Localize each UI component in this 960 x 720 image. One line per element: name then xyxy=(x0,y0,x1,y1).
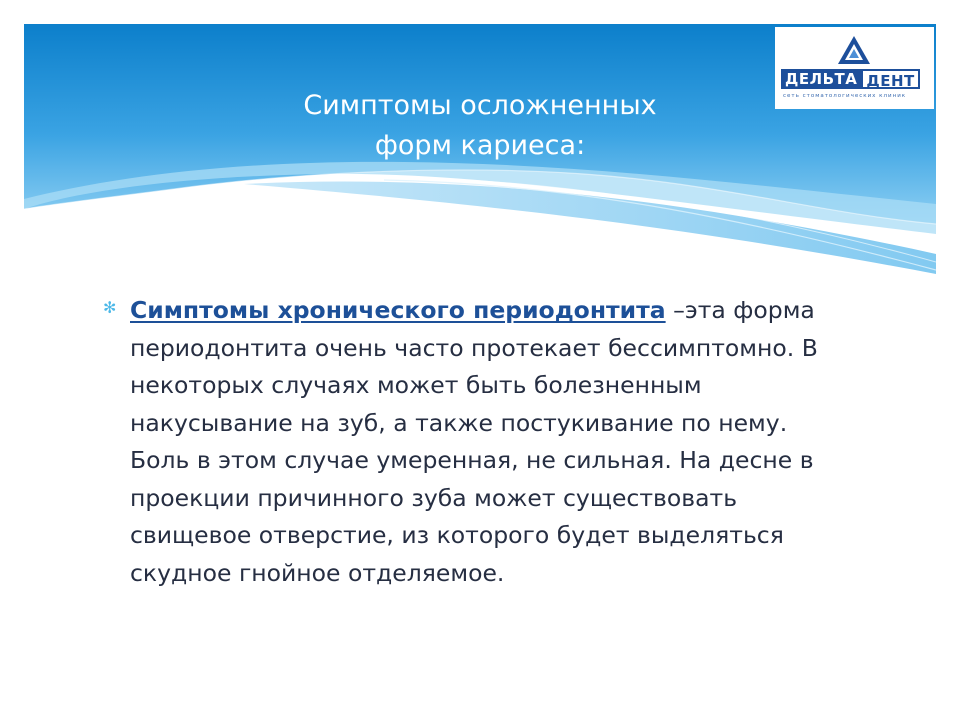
content-body xyxy=(103,292,823,592)
asterisk-bullet-icon: ✻ xyxy=(103,298,117,317)
term-link[interactable]: Симптомы хронического периодонтита xyxy=(130,296,666,324)
body-paragraph xyxy=(130,292,820,592)
title-line-2: форм кариеса: xyxy=(374,130,586,161)
body-text: –эта форма периодонтита очень часто протекает бессимптомно. В некоторых случаях может быть болезненным накусывание на зуб, а также постукивание по нему. Боль в этом случае умеренная, не сильная. На десне в проекции причинного зуба может существовать свищевое отверстие, из которого будет выделяться скудное гнойное отделяемое. xyxy=(130,296,818,587)
slide-title xyxy=(230,86,730,166)
title-line-1: Симптомы осложненных xyxy=(303,90,657,121)
delta-dent-logo xyxy=(775,27,934,109)
delta-triangle-icon xyxy=(837,35,871,69)
logo-tagline: сеть стоматологических клиник xyxy=(783,93,907,99)
logo-name-part2: ДЕНТ xyxy=(861,69,919,89)
logo-name-part1: ДЕЛЬТА xyxy=(781,69,861,89)
logo-wordmark xyxy=(781,69,920,89)
